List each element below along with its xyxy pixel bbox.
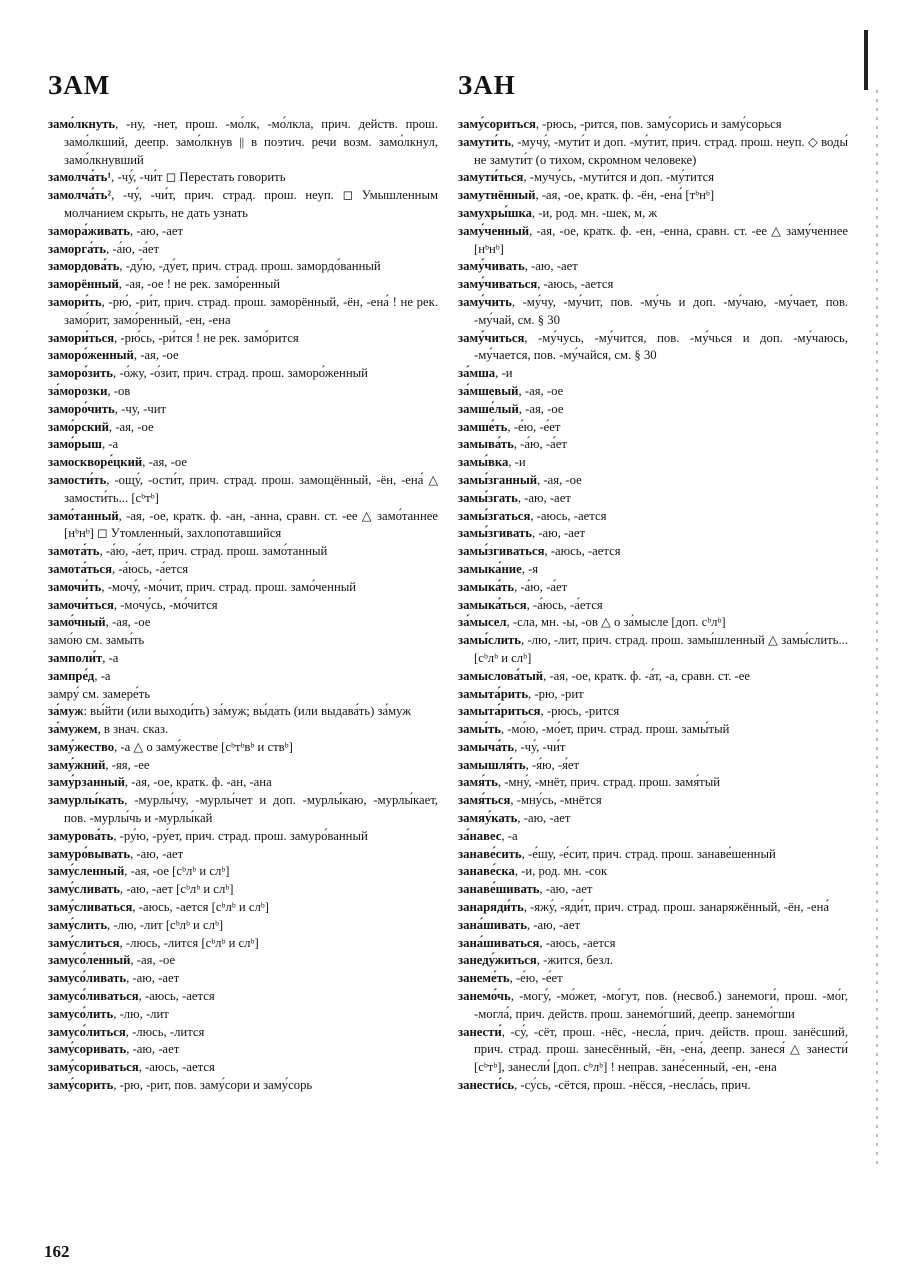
- entry-headword: заму́чивать: [458, 259, 525, 274]
- dictionary-entry: [458, 525, 848, 543]
- entry-definition: , -мочу́, -мо́чит, прич. страд. прош. замо́ченный: [101, 579, 357, 594]
- dictionary-entry: [48, 472, 438, 508]
- dictionary-entry: [48, 917, 438, 935]
- dictionary-entry: [48, 1006, 438, 1024]
- entry-definition: , -ая, -ое, кратк. ф. -ан, -ана: [124, 775, 272, 790]
- dictionary-entry: [48, 863, 438, 881]
- entry-headword: замоскворе́цкий: [48, 455, 143, 470]
- dictionary-entry: [48, 294, 438, 330]
- entry-definition: , -ая, -ое: [133, 348, 179, 363]
- entry-definition: , -люсь, -лится [сᵇлᵇ и слᵇ]: [119, 935, 259, 950]
- entry-definition: , -аюсь, -ается: [138, 1060, 215, 1075]
- entry-headword: замурова́ть: [48, 828, 114, 843]
- dictionary-entry: [458, 1024, 848, 1077]
- entry-headword: заму́жний: [48, 757, 106, 772]
- entry-headword: замота́ть: [48, 544, 100, 559]
- dictionary-entry: [458, 169, 848, 187]
- entry-headword: замо́ю: [48, 633, 83, 648]
- entry-headword: замполи́т: [48, 650, 103, 665]
- entry-headword: замыка́ние: [458, 561, 522, 576]
- dictionary-entry: [458, 134, 848, 170]
- entry-definition: , -му́чусь, -му́чится, пов. -му́чься и доп. -му́чаюсь, -му́чается, пов. -му́чайся, см. § 30: [474, 330, 848, 363]
- entry-headword: зампре́д: [48, 668, 95, 683]
- entry-headword: замы́ть: [458, 722, 501, 737]
- dictionary-entry: [458, 401, 848, 419]
- entry-definition: , -а △ о заму́жестве [сᵇтᵇвᵇ и ствᵇ]: [114, 739, 293, 754]
- entry-definition: , -я́ю, -я́ет: [525, 757, 580, 772]
- entry-headword: замочи́ться: [48, 597, 114, 612]
- dictionary-entry: [48, 365, 438, 383]
- entry-definition: , -чу, -чит: [114, 401, 167, 416]
- entry-definition: , -е́ю, -е́ет: [509, 971, 563, 986]
- dictionary-entry: [48, 828, 438, 846]
- entry-definition: , -ая, -ое: [518, 401, 564, 416]
- dictionary-entry: [48, 454, 438, 472]
- entry-headword: замы́згивать: [458, 526, 532, 541]
- dictionary-entry: [48, 241, 438, 259]
- entry-definition: , -чу́, -чи́т ◻ Перестать говорить: [111, 170, 286, 185]
- entry-headword: за́муж: [48, 704, 84, 719]
- entry-definition: , -аю, -ает: [126, 1042, 180, 1057]
- dictionary-entry: [458, 1077, 848, 1095]
- entry-definition: , -ая, -ое: [108, 419, 154, 434]
- entry-headword: за́мужем: [48, 722, 98, 737]
- entry-definition: , -рю, -рит, пов. заму́сори и заму́сорь: [113, 1078, 313, 1093]
- dictionary-entry: [458, 668, 848, 686]
- entry-headword: заморо́женный: [48, 348, 134, 363]
- entry-headword: замы́згаться: [458, 508, 531, 523]
- entry-headword: заморо́чить: [48, 401, 115, 416]
- entry-definition: , -ая, -ое: [537, 472, 582, 487]
- dictionary-entry: [48, 187, 438, 223]
- entry-definition: , -аюсь, -ается: [544, 544, 621, 559]
- dictionary-entry: [458, 223, 848, 259]
- entry-definition: , -мурлы́чу, -мурлы́чет и доп. -мурлы́каю, -мурлы́кает, пов. -мурлы́чь и -мурлы́кай: [64, 793, 438, 826]
- entry-definition: , -лю, -лит: [113, 1006, 169, 1021]
- entry-headword: занеду́житься: [458, 953, 537, 968]
- dictionary-entry: [48, 508, 438, 544]
- dictionary-entry: [48, 276, 438, 294]
- dictionary-entry: [48, 436, 438, 454]
- entry-headword: замочи́ть: [48, 579, 102, 594]
- dictionary-entry: [458, 846, 848, 864]
- entry-headword: за́морозки: [48, 383, 108, 398]
- dictionary-entry: [458, 294, 848, 330]
- entry-definition: , -могу́, -мо́жет, -мо́гут, пов. (несвоб.) занемоги́, прош. -мо́г, -могла́, прич. действ. прош. занемо́гший, деепр. занемо́гши: [474, 989, 848, 1021]
- entry-definition: , -е́ю, -е́ет: [507, 419, 561, 434]
- entry-headword: замяу́кать: [458, 811, 518, 826]
- entry-headword: заму́сориться: [458, 117, 536, 131]
- entry-definition: , -аю, -ает: [130, 846, 184, 861]
- entry-headword: замусо́ленный: [48, 953, 131, 968]
- entry-definition: , -а́ю, -а́ет: [513, 437, 567, 452]
- entry-definition: , -и: [495, 366, 513, 381]
- entry-headword: заму́читься: [458, 330, 525, 345]
- dictionary-entry: [458, 365, 848, 383]
- entry-definition: , -мо́ю, -мо́ет, прич. страд. прош. замы́тый: [500, 722, 730, 737]
- entry-definition: , -а́юсь, -а́ется: [526, 597, 603, 612]
- entry-definition: , -аю, -ает: [524, 259, 578, 274]
- dictionary-entry: [458, 810, 848, 828]
- entry-headword: замыча́ть: [458, 739, 515, 754]
- entry-definition: , -жится, безл.: [536, 953, 613, 968]
- dictionary-entry: [458, 436, 848, 454]
- dictionary-entry: [458, 988, 848, 1024]
- entry-headword: замя́ться: [458, 793, 511, 808]
- entry-definition: , -мну́сь, -мнётся: [510, 793, 602, 808]
- dictionary-entry: [48, 703, 438, 721]
- dictionary-entry: [458, 863, 848, 881]
- dictionary-entry: [458, 258, 848, 276]
- dictionary-entry: [48, 792, 438, 828]
- dictionary-entry: [458, 970, 848, 988]
- entry-definition: , -ая, -ое: [142, 455, 187, 470]
- dictionary-entry: [48, 543, 438, 561]
- entry-definition: , -ов: [107, 383, 131, 398]
- entry-headword: заму́жество: [48, 739, 115, 754]
- entry-definition: : вы́йти (или выходи́ть) за́муж; вы́дать (или выдава́ть) за́муж: [83, 704, 412, 719]
- dictionary-entry: [458, 116, 848, 134]
- dictionary-entry: [48, 952, 438, 970]
- entry-headword: заму́сориваться: [48, 1060, 139, 1075]
- entry-definition: , -рю́сь, -ри́тся ! не рек. замо́рится: [114, 330, 299, 345]
- entry-headword: замурлы́кать: [48, 793, 125, 808]
- entry-definition: , -рюсь, -рится, пов. заму́сорись и заму́сорься: [535, 117, 782, 131]
- dictionary-entry: [458, 632, 848, 668]
- dictionary-entry: [458, 579, 848, 597]
- entry-definition: , -ая, -ое [сᵇлᵇ и слᵇ]: [124, 864, 230, 879]
- entry-definition: , -и, род. мн. -шек, м, ж: [531, 205, 658, 220]
- entry-headword: заму́соривать: [48, 1042, 127, 1057]
- page-number: 162: [44, 1242, 70, 1261]
- entry-headword: замы́вка: [458, 455, 509, 470]
- entry-headword: замыслова́тый: [458, 668, 544, 683]
- entry-headword: занести́сь: [458, 1078, 515, 1093]
- entry-definition: , -аюсь, -ается: [537, 277, 614, 292]
- dictionary-entry: [48, 1077, 438, 1095]
- entry-headword: зана́шивать: [458, 917, 527, 932]
- entry-headword: за́мша: [458, 366, 496, 381]
- dictionary-entry: [48, 330, 438, 348]
- scan-edge-shadow: [876, 90, 878, 1170]
- dictionary-entry: [458, 721, 848, 739]
- entry-definition: , -е́шу, -е́сит, прич. страд. прош. занаве́шенный: [521, 846, 776, 861]
- dictionary-entry: [458, 792, 848, 810]
- entry-headword: заму́чиваться: [458, 277, 538, 292]
- entry-headword: замы́слить: [458, 633, 521, 648]
- entry-definition: , -аю, -ает: [129, 223, 184, 238]
- entry-headword: занемо́чь: [458, 989, 511, 1004]
- entry-headword: замути́ть: [458, 134, 511, 149]
- entry-definition: , -рю, -рит: [528, 686, 584, 701]
- entry-headword: замусо́ливать: [48, 971, 127, 986]
- dictionary-entry: [48, 223, 438, 241]
- entry-definition: , -люсь, -лится: [125, 1024, 205, 1039]
- entry-definition: , -аю, -ает [сᵇлᵇ и слᵇ]: [119, 882, 234, 897]
- dictionary-entry: [458, 187, 848, 205]
- dictionary-entry: [48, 988, 438, 1006]
- dictionary-entry: [48, 1059, 438, 1077]
- dictionary-entry: [458, 330, 848, 366]
- entry-definition: , -сла, мн. -ы, -ов △ о за́мысле [доп. сᵇлᵇ]: [506, 615, 726, 630]
- entry-definition: , -аюсь, -ается: [138, 989, 215, 1004]
- dictionary-entry: [48, 721, 438, 739]
- entry-definition: , -рюсь, -рится: [540, 704, 620, 719]
- entry-definition: , -аю, -ает: [126, 971, 180, 986]
- entry-headword: замше́лый: [458, 401, 519, 416]
- dictionary-entry: [458, 508, 848, 526]
- entry-definition: , -а́юсь, -а́ется: [111, 561, 189, 576]
- entry-definition: , -ощу́, -ости́т, прич. страд. прош. замощённый, -ён, -ена́ △ замости́ть... [сᵇтᵇ]: [64, 472, 438, 505]
- dictionary-entry: [458, 828, 848, 846]
- entry-definition: , -аю, -ает: [517, 490, 571, 505]
- entry-headword: зана́шиваться: [458, 935, 540, 950]
- dictionary-entry: [48, 668, 438, 686]
- dictionary-entry: [458, 543, 848, 561]
- entry-headword: замы́зганный: [458, 472, 538, 487]
- entry-headword: заму́сливать: [48, 882, 120, 897]
- entry-headword: за́мшевый: [458, 383, 519, 398]
- entry-headword: замо́рыш: [48, 437, 102, 452]
- dictionary-entry: [458, 419, 848, 437]
- dictionary-entry: [458, 757, 848, 775]
- entry-headword: замордова́ть: [48, 259, 120, 274]
- entry-headword: занаве́ска: [458, 864, 515, 879]
- entry-definition: , -а: [101, 437, 119, 452]
- entry-definition: , -аю, -ает: [539, 882, 593, 897]
- entry-definition: , -о́жу, -о́зит, прич. страд. прош. заморо́женный: [113, 366, 368, 381]
- entry-headword: заму́ченный: [458, 223, 530, 238]
- dictionary-entry: [48, 846, 438, 864]
- dictionary-entry: [48, 970, 438, 988]
- entry-headword: заму́рзанный: [48, 775, 125, 790]
- entry-headword: заму́слиться: [48, 935, 120, 950]
- dictionary-entry: [48, 258, 438, 276]
- entry-definition: , -мочу́сь, -мо́чится: [113, 597, 218, 612]
- entry-definition: , -ая, -ое, кратк. ф. -а́т, -а, сравн. ст. -ее: [543, 668, 751, 683]
- entry-headword: замо́танный: [48, 508, 119, 523]
- entry-definition: , -яя, -ее: [105, 757, 150, 772]
- entry-headword: замусо́литься: [48, 1024, 126, 1039]
- entry-headword: замше́ть: [458, 419, 508, 434]
- entry-definition: , -лю, -лит, прич. страд. прош. замы́шленный △ замы́слить... [сᵇлᵇ и слᵇ]: [474, 633, 848, 665]
- dictionary-entry: [48, 383, 438, 401]
- scan-edge-mark: [864, 30, 868, 90]
- entry-headword: замо́рский: [48, 419, 109, 434]
- entry-definition: , -рю́, -ри́т, прич. страд. прош. заморённый, -ён, -ена́ ! не рек. замо́рит, замо́ренный, -ен, -ена: [64, 294, 438, 327]
- dictionary-entry: [48, 899, 438, 917]
- entry-headword: занаве́шивать: [458, 882, 540, 897]
- dictionary-entry: [458, 917, 848, 935]
- entry-headword: заму́сливаться: [48, 900, 133, 915]
- entry-headword: занаве́сить: [458, 846, 522, 861]
- entry-headword: замости́ть: [48, 472, 107, 487]
- entry-headword: замыва́ть: [458, 437, 514, 452]
- entry-definition: , -аюсь, -ается: [539, 935, 616, 950]
- entry-headword: заму́сленный: [48, 864, 125, 879]
- entry-definition: , -яжу́, -яди́т, прич. страд. прош. занаряжённый, -ён, -ена́: [523, 900, 830, 915]
- entry-headword: замыта́рить: [458, 686, 529, 701]
- dictionary-entry: [48, 561, 438, 579]
- entry-headword: замя́ть: [458, 775, 498, 790]
- entry-headword: заморённый: [48, 277, 119, 292]
- entry-headword: замыта́риться: [458, 704, 541, 719]
- entry-definition: , -су́сь, -сётся, прош. -нёсся, -несла́сь, прич.: [514, 1078, 751, 1093]
- entry-headword: замолча́ть²: [48, 188, 112, 203]
- entry-headword: замути́ться: [458, 170, 524, 185]
- dictionary-entry: [48, 116, 438, 169]
- entry-definition: , -ая, -ое, кратк. ф. -ен, -енна, сравн. ст. -ее △ заму́ченнее [нᵇнᵇ]: [474, 223, 848, 256]
- dictionary-entry: [48, 419, 438, 437]
- entry-definition: , -аю, -ает: [517, 811, 571, 826]
- entry-headword: замота́ться: [48, 561, 112, 576]
- entry-headword: замори́ться: [48, 330, 115, 345]
- entry-definition: , -а: [501, 828, 518, 843]
- entry-definition: , -мучу́, -мути́т и доп. -му́тит, прич. страд. прош. неуп. ◇ воды́ не замути́т (о тихом, скромном человеке): [474, 134, 848, 167]
- entry-headword: замусо́лить: [48, 1006, 114, 1021]
- entry-headword: занаряди́ть: [458, 900, 524, 915]
- entry-definition: см. замы́ть: [82, 633, 145, 648]
- dictionary-entry: [48, 579, 438, 597]
- entry-headword: замы́згать: [458, 490, 518, 505]
- entry-headword: за́мысел: [458, 615, 507, 630]
- entry-definition: , -а: [94, 668, 111, 683]
- entry-definition: , -чу́, -чи́т, прич. страд. прош. неуп. ◻ Умышленным молчанием скрыть, не дать узнать: [64, 188, 438, 220]
- entry-headword: замыка́ться: [458, 597, 527, 612]
- entry-headword: заморо́зить: [48, 366, 114, 381]
- dictionary-entry: [458, 561, 848, 579]
- entry-definition: , -ая, -ое: [518, 383, 564, 398]
- dictionary-entry: [48, 757, 438, 775]
- entry-headword: замру́: [48, 686, 80, 701]
- entry-definition: , -а́ю, -а́ет: [514, 579, 568, 594]
- entry-headword: замы́згиваться: [458, 544, 545, 559]
- entry-headword: замуро́вывать: [48, 846, 131, 861]
- entry-definition: , -ду́ю, -ду́ет, прич. страд. прош. замордо́ванный: [119, 259, 381, 274]
- entry-headword: заму́чить: [458, 294, 512, 309]
- dictionary-entry: [48, 614, 438, 632]
- dictionary-entry: [458, 454, 848, 472]
- entry-definition: , -и: [508, 455, 526, 470]
- entry-definition: , -аю, -ает: [526, 917, 580, 932]
- dictionary-entry: [48, 597, 438, 615]
- entry-definition: , -а: [102, 650, 119, 665]
- entry-definition: , -я: [521, 561, 539, 576]
- dictionary-entry: [458, 703, 848, 721]
- dictionary-entry: [458, 686, 848, 704]
- entry-headword: занеме́ть: [458, 971, 510, 986]
- dictionary-entry: [48, 1041, 438, 1059]
- entry-definition: , -мучу́сь, -мути́тся и доп. -му́тится: [523, 170, 715, 185]
- dictionary-entry: [48, 774, 438, 792]
- dictionary-entry: [48, 686, 438, 704]
- entry-headword: замора́живать: [48, 223, 130, 238]
- entry-definition: , -аюсь, -ается [сᵇлᵇ и слᵇ]: [132, 900, 269, 915]
- dictionary-entry: [458, 276, 848, 294]
- entry-definition: , -мну́, -мнёт, прич. страд. прош. замя́тый: [497, 775, 721, 790]
- entry-headword: замышля́ть: [458, 757, 526, 772]
- entry-headword: замыка́ть: [458, 579, 515, 594]
- dictionary-entry: [48, 347, 438, 365]
- entry-headword: замо́лкнуть: [48, 117, 116, 131]
- entry-headword: заму́сорить: [48, 1078, 114, 1093]
- entry-definition: , -аюсь, -ается: [530, 508, 607, 523]
- entry-headword: замори́ть: [48, 294, 102, 309]
- entry-definition: , -лю, -лит [сᵇлᵇ и слᵇ]: [107, 917, 224, 932]
- entry-definition: , -ру́ю, -ру́ет, прич. страд. прош. замуро́ванный: [113, 828, 368, 843]
- entry-definition: , -а́ю, -а́ет: [106, 241, 160, 256]
- dictionary-entry: [458, 597, 848, 615]
- dictionary-entry: [458, 952, 848, 970]
- entry-headword: за́навес: [458, 828, 502, 843]
- entry-headword: замо́чный: [48, 615, 106, 630]
- dictionary-entry: [48, 401, 438, 419]
- dictionary-entry: [458, 490, 848, 508]
- dictionary-entry: [48, 632, 438, 650]
- entry-definition: , -и, род. мн. -сок: [514, 864, 608, 879]
- entry-definition: , -ну, -нет, прош. -мо́лк, -мо́лкла, прич. действ. прош. замо́лкший, деепр. замо́лкнув || в поэтич. речи возм. замо́лкнул, замо́лкнувший: [64, 117, 438, 167]
- entry-definition: , в знач. сказ.: [97, 722, 169, 737]
- entry-definition: , -ая, -ое ! не рек. замо́ренный: [118, 277, 281, 292]
- entry-headword: замусо́ливаться: [48, 989, 139, 1004]
- dictionary-entry: [48, 650, 438, 668]
- entry-headword: занести́: [458, 1024, 502, 1039]
- dictionary-entry: [458, 881, 848, 899]
- running-header-left: ЗАМ: [48, 70, 111, 100]
- dictionary-entry: [48, 1024, 438, 1042]
- dictionary-entry: [458, 899, 848, 917]
- entry-definition: , -ая, -ое: [130, 953, 176, 968]
- dictionary-entry: [458, 614, 848, 632]
- dictionary-entry: [458, 935, 848, 953]
- dictionary-entry: [458, 472, 848, 490]
- entry-definition: , -чу́, -чи́т: [514, 739, 566, 754]
- entry-definition: , -му́чу, -му́чит, пов. -му́чь и доп. -му́чаю, -му́чает, пов. -му́чай, см. § 30: [474, 294, 848, 327]
- running-header-right: ЗАН: [458, 70, 516, 100]
- entry-definition: см. замере́ть: [79, 686, 150, 701]
- dictionary-entry: [48, 935, 438, 953]
- entry-headword: замолча́ть¹: [48, 170, 112, 185]
- dictionary-entry: [48, 169, 438, 187]
- dictionary-entry: [458, 774, 848, 792]
- entry-definition: , -аю, -ает: [531, 526, 586, 541]
- dictionary-entry: [48, 739, 438, 757]
- entry-definition: , -ая, -ое, кратк. ф. -ан, -анна, сравн. ст. -ее △ замо́таннее [нᵇнᵇ] ◻ Утомленный, захлопотавшийся: [64, 508, 438, 541]
- dictionary-entry: [458, 205, 848, 223]
- left-column: [48, 116, 438, 1095]
- entry-definition: , -а́ю, -а́ет, прич. страд. прош. замо́танный: [99, 544, 328, 559]
- dictionary-entry: [48, 881, 438, 899]
- entry-headword: заму́слить: [48, 917, 108, 932]
- dictionary-entry: [458, 383, 848, 401]
- entry-definition: , -ая, -ое, кратк. ф. -ён, -ена́ [тᵇнᵇ]: [535, 188, 715, 203]
- entry-headword: замутнённый: [458, 188, 536, 203]
- entry-headword: заморга́ть: [48, 241, 107, 256]
- entry-headword: замухры́шка: [458, 205, 532, 220]
- entry-definition: , -су́, -сёт, прош. -нёс, -несла́, прич. действ. прош. занёсший, прич. страд. прош. занесённый, -ён, -ена́, деепр. занеся́ △ занести́ [сᵇтᵇ], занесли́ [доп. сᵇлᵇ] ! неправ. зане́сенный, -ен, -ена: [474, 1024, 848, 1075]
- entry-definition: , -ая, -ое: [105, 615, 151, 630]
- dictionary-entry: [458, 739, 848, 757]
- right-column: [458, 116, 848, 1095]
